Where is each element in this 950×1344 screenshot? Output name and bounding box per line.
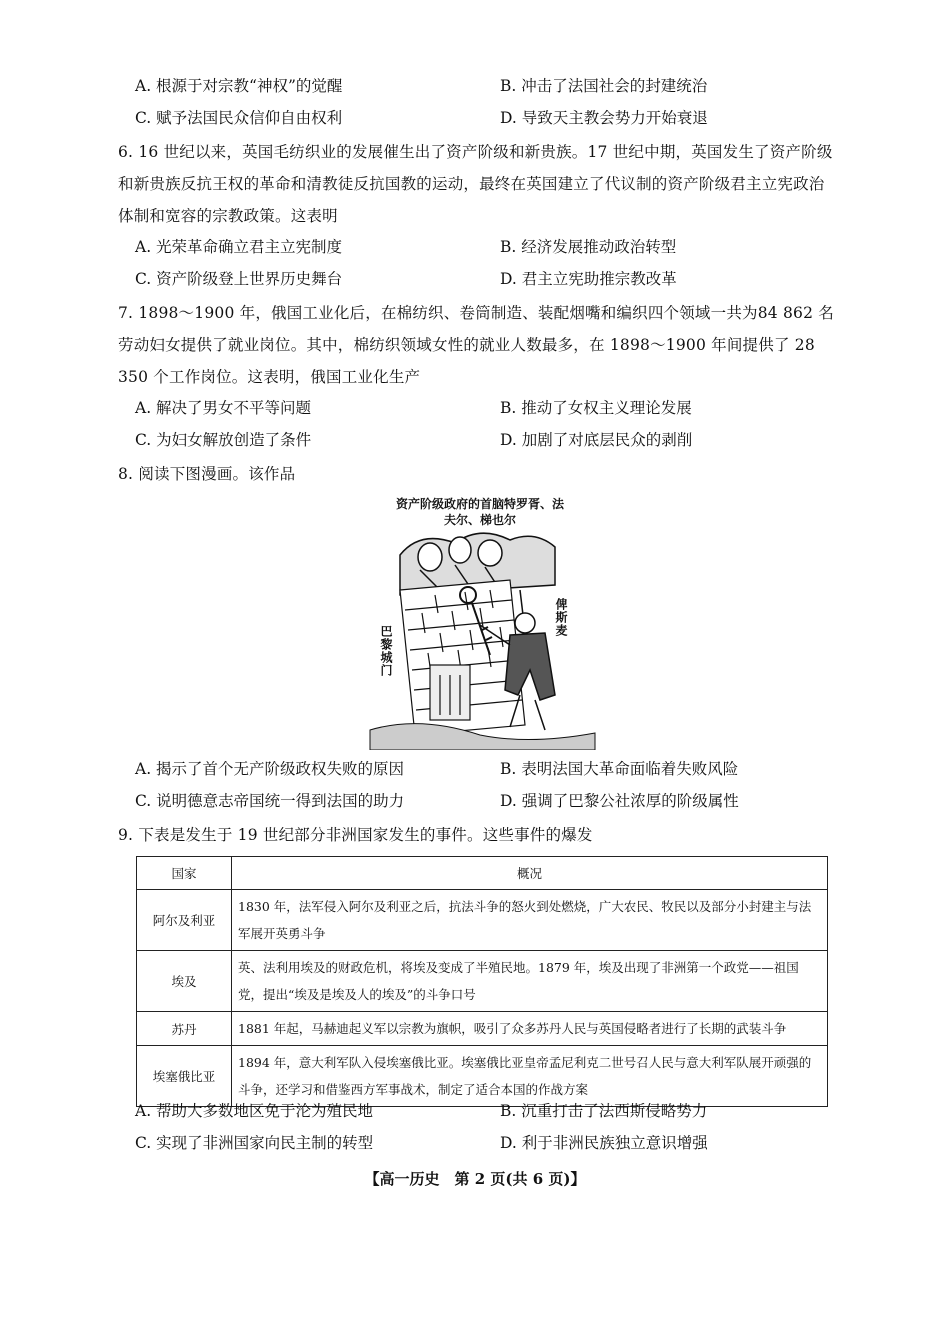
table-cell-desc: 1830 年，法军侵入阿尔及利亚之后，抗法斗争的怒火到处燃烧，广大农民、牧民以及部分小封建主与法军展开英勇斗争 (232, 890, 828, 951)
cartoon-caption-right: 俾斯麦 (554, 598, 568, 637)
table-cell-country: 苏丹 (137, 1012, 232, 1046)
table-cell-desc: 1894 年，意大利军队入侵埃塞俄比亚。埃塞俄比亚皇帝孟尼利克二世号召人民与意大利军队展开顽强的斗争，还学习和借鉴西方军事战术，制定了适合本国的作战方案 (232, 1046, 828, 1107)
q6-option-a: A. 光荣革命确立君主立宪制度 (135, 238, 343, 256)
q5-option-b: B. 冲击了法国社会的封建统治 (500, 77, 708, 95)
q6-stem: 6. 16 世纪以来，英国毛纺织业的发展催生出了资产阶级和新贵族。17 世纪中期，英国发生了资产阶级和新贵族反抗王权的革命和清教徒反抗国教的运动，最终在英国建立了代议制的资产阶级君主立宪政治体制和宽容的宗教政策。这表明 (118, 143, 833, 225)
q9-option-d: D. 利于非洲民族独立意识增强 (500, 1134, 708, 1152)
q8-option-a: A. 揭示了首个无产阶级政权失败的原因 (135, 760, 405, 778)
q7-option-d: D. 加剧了对底层民众的剥削 (500, 431, 693, 449)
q7-option-a: A. 解决了男女不平等问题 (135, 399, 312, 417)
cartoon-caption-left: 巴黎城门 (379, 625, 393, 677)
q9-option-a: A. 帮助大多数地区免于沦为殖民地 (135, 1102, 374, 1120)
q6-option-d: D. 君主立宪助推宗教改革 (500, 270, 677, 288)
q5-option-c: C. 赋予法国民众信仰自由权利 (135, 109, 343, 127)
q8-option-b: B. 表明法国大革命面临着失败风险 (500, 760, 739, 778)
q6-option-b: B. 经济发展推动政治转型 (500, 238, 677, 256)
q7-option-c: C. 为妇女解放创造了条件 (135, 431, 312, 449)
q8-option-c: C. 说明德意志帝国统一得到法国的助力 (135, 792, 405, 810)
cartoon-caption-top: 资产阶级政府的首脑特罗胥、法夫尔、梯也尔 (395, 497, 564, 527)
table-cell-country: 阿尔及利亚 (137, 890, 232, 951)
table-row (137, 890, 828, 951)
table-header-desc: 概况 (232, 857, 828, 890)
q9-table (136, 856, 828, 1107)
q9-option-b: B. 沉重打击了法西斯侵略势力 (500, 1102, 708, 1120)
q5-option-d: D. 导致天主教会势力开始衰退 (500, 109, 708, 127)
table-header-country: 国家 (137, 857, 232, 890)
page-footer: 【高一历史 第 2 页(共 6 页)】 (364, 1170, 586, 1188)
table-cell-desc: 1881 年起，马赫迪起义军以宗教为旗帜，吸引了众多苏丹人民与英国侵略者进行了长期的武装斗争 (232, 1012, 828, 1046)
table-header-row (137, 857, 828, 890)
table-cell-country: 埃塞俄比亚 (137, 1046, 232, 1107)
q5-option-a: A. 根源于对宗教“神权”的觉醒 (135, 77, 343, 95)
q7-stem: 7. 1898～1900 年，俄国工业化后，在棉纺织、卷筒制造、装配烟嘴和编织四个领域一共为84 862 名劳动妇女提供了就业岗位。其中，棉纺织领域女性的就业人数最多，在 1898～1900 年间提供了 28 350 个工作岗位。这表明，俄国工业化生产 (118, 304, 834, 386)
q9-option-c: C. 实现了非洲国家向民主制的转型 (135, 1134, 374, 1152)
cartoon-wall (400, 580, 525, 735)
q7-option-b: B. 推动了女权主义理论发展 (500, 399, 692, 417)
table-cell-desc: 英、法利用埃及的财政危机，将埃及变成了半殖民地。1879 年，埃及出现了非洲第一个政党——祖国党，提出“埃及是埃及人的埃及”的斗争口号 (232, 951, 828, 1012)
table-row (137, 1046, 828, 1107)
table-row (137, 951, 828, 1012)
q9-stem: 9. 下表是发生于 19 世纪部分非洲国家发生的事件。这些事件的爆发 (118, 826, 593, 844)
q8-stem: 8. 阅读下图漫画。该作品 (118, 465, 296, 483)
q6-option-c: C. 资产阶级登上世界历史舞台 (135, 270, 343, 288)
table-row (137, 1012, 828, 1046)
q8-option-d: D. 强调了巴黎公社浓厚的阶级属性 (500, 792, 739, 810)
table-cell-country: 埃及 (137, 951, 232, 1012)
